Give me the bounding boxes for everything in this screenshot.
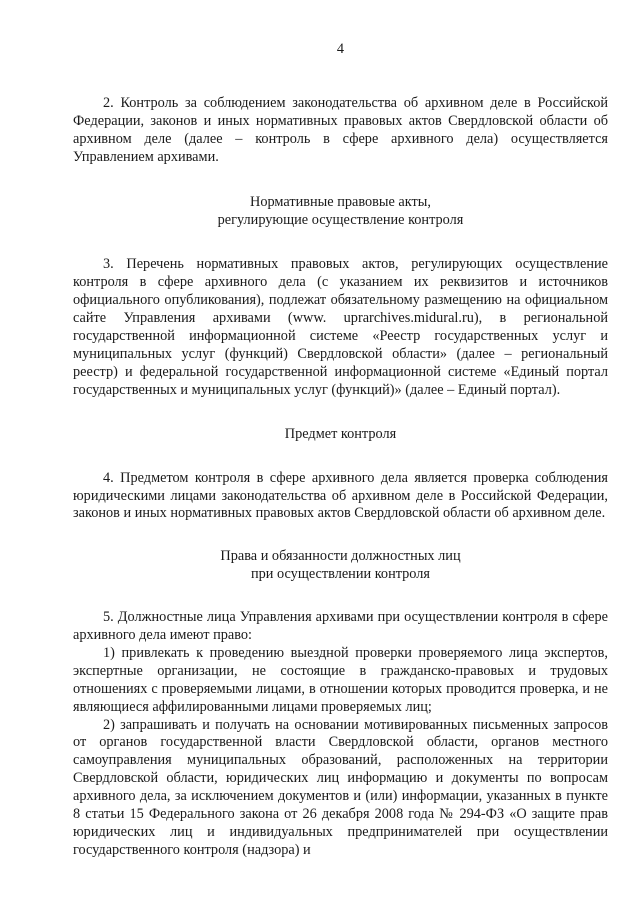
paragraph-2: 2. Контроль за соблюдением законодательства об архивном деле в Российской Федерации, законов и иных нормативных правовых актов Свердловской области об архивном деле (далее – контроль в сфере архивного дела) осуществляется Управлением архивами.: [73, 95, 608, 165]
heading-normative-acts-line-1: Нормативные правовые акты,: [250, 193, 431, 210]
paragraph-3: 3. Перечень нормативных правовых актов, регулирующих осуществление контроля в сфере архивного дела (с указанием их реквизитов и источников официального опубликования), подлежат обязательному размещению на официальном сайте Управления архивами (www. uprarchives.midural.ru), в региональной государственной информационной системе «Реестр государственных услуг и муниципальных услуг (функций) Свердловской области» (далее – региональный реестр) и федеральной государственной информационной системе «Единый портал государственных и муниципальных услуг (функций)» (далее – Единый портал).: [73, 256, 608, 398]
heading-rights-line-1: Права и обязанности должностных лиц: [220, 548, 461, 565]
heading-rights: [73, 548, 608, 584]
paragraph-5-item-2: 2) запрашивать и получать на основании мотивированных письменных запросов от органов государственной власти Свердловской области, органов местного самоуправления муниципальных образований, расположенных на территории Свердловской области, юридических лиц информацию и документы по вопросам архивного дела, за исключением документов и (или) информации, указанных в пункте 8 статьи 15 Федерального закона от 26 декабря 2008 года № 294-ФЗ «О защите прав юридических лиц и индивидуальных предпринимателей при осуществлении государственного контроля (надзора) и: [73, 716, 608, 858]
paragraph-4: 4. Предметом контроля в сфере архивного дела является проверка соблюдения юридическими лицами законодательства об архивном деле в Российской Федерации, законов и иных нормативных правовых актов Свердловской области об архивном деле.: [73, 469, 608, 522]
heading-normative-acts-line-2: регулирующие осуществление контроля: [217, 211, 464, 228]
paragraph-5: 5. Должностные лица Управления архивами при осуществлении контроля в сфере архивного дела имеют право:: [73, 609, 608, 644]
heading-subject: [73, 426, 608, 444]
page-number: 4: [336, 41, 345, 57]
heading-subject-line: Предмет контроля: [284, 425, 397, 442]
paragraph-5-item-1: 1) привлекать к проведению выездной проверки проверяемого лица экспертов, экспертные организации, не состоящие в гражданско-правовых и трудовых отношениях с проверяемыми лицами, в отношении которых проводится проверка, и не являющиеся аффилированными лицами проверяемых лиц;: [73, 644, 608, 715]
heading-rights-line-2: при осуществлении контроля: [251, 566, 430, 583]
heading-normative-acts: [73, 194, 608, 230]
